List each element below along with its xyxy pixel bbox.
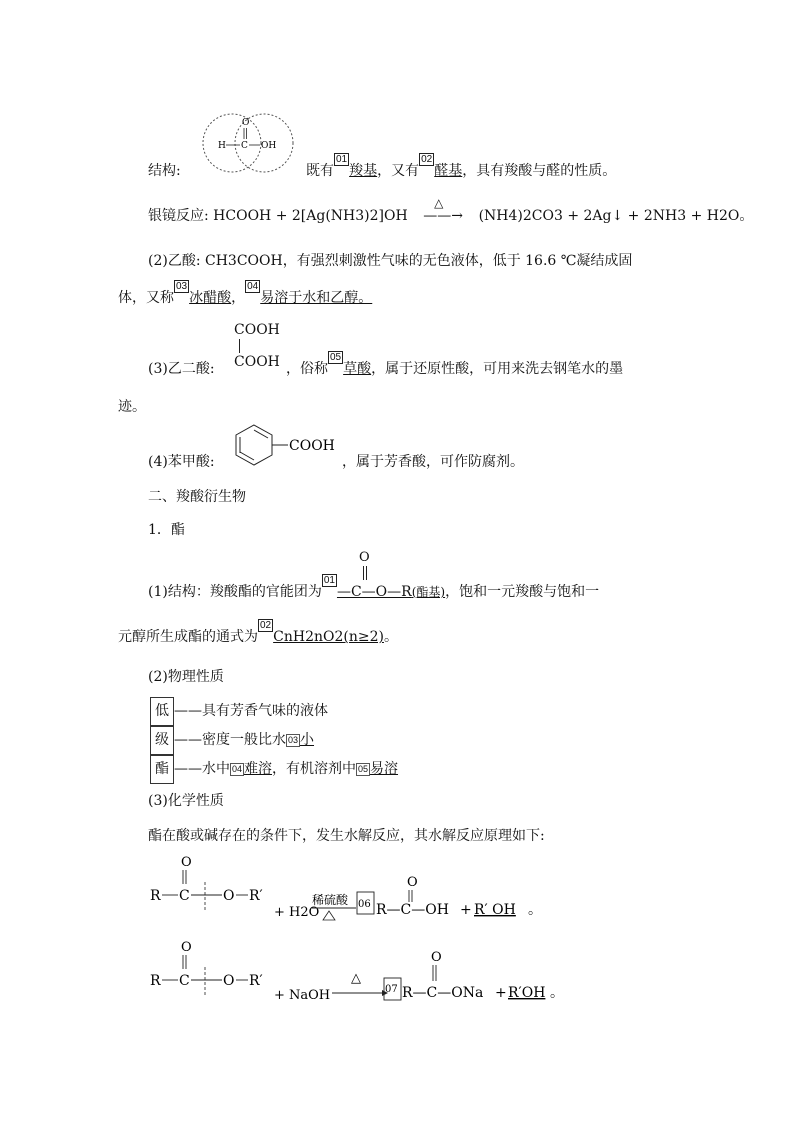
phys-row-1: 低 ——具有芳香气味的液体 bbox=[150, 697, 398, 726]
cooh-bottom: COOH bbox=[234, 354, 280, 370]
cooh-top: COOH bbox=[234, 322, 280, 338]
answer-box-07-label: 07 bbox=[385, 984, 398, 995]
carbonyl-o: O bbox=[181, 940, 192, 955]
end-mark: 。 bbox=[528, 902, 542, 918]
diagram-oh-group: OH bbox=[261, 141, 277, 151]
reaction-arrow: △ ——→ bbox=[412, 206, 474, 226]
heat-triangle bbox=[323, 911, 335, 920]
answer-box-01: 01 bbox=[336, 154, 348, 165]
ether-o: O bbox=[223, 973, 235, 989]
catalyst-label: 稀硫酸 bbox=[312, 893, 349, 907]
silver-products: (NH4)2CO3 + 2Ag↓ + 2NH3 + H2O。 bbox=[478, 208, 754, 224]
benzoic-cooh: COOH bbox=[289, 438, 335, 454]
phys-key: 低 bbox=[150, 697, 174, 726]
r-group: R bbox=[150, 888, 161, 904]
section-heading-carboxylic-derivatives: 二、羧酸衍生物 bbox=[148, 489, 246, 505]
structure-label: 结构: bbox=[148, 163, 181, 179]
answer-box-05: 05 bbox=[330, 352, 342, 363]
plus-water: + H2O bbox=[274, 905, 320, 920]
carbonyl-o: O bbox=[181, 855, 192, 870]
diagram-h-atom: H bbox=[218, 141, 226, 151]
answer-oxalic: 草酸 bbox=[343, 361, 372, 377]
answer-general-formula: CnH2nO2(n≥2) bbox=[273, 629, 384, 645]
ester-functional-group: —C—O—R bbox=[336, 584, 412, 600]
product-carbonyl-o: O bbox=[431, 950, 442, 965]
answer-box-phys-03: 03 bbox=[288, 734, 299, 745]
formic-acid-structure-diagram bbox=[200, 103, 300, 183]
formic-structure-description: 既有01羧基，又有02醛基，具有羧酸与醛的性质。 bbox=[306, 154, 617, 179]
answer-solubility: 易溶于水和乙醇。 bbox=[260, 290, 373, 306]
oxalic-acid-structure bbox=[234, 321, 280, 371]
ester-heading: 1．酯 bbox=[148, 522, 185, 538]
physical-properties-heading: (2)物理性质 bbox=[148, 669, 224, 685]
end-mark: 。 bbox=[550, 985, 564, 1001]
r-prime-group: R′ bbox=[249, 973, 263, 989]
answer-box-06-label: 06 bbox=[358, 899, 371, 910]
product-alcohol: R′ OH bbox=[474, 902, 516, 918]
benzoic-acid-description: ，属于芳香酸，可作防腐剂。 bbox=[342, 454, 524, 470]
plus-sign: + bbox=[495, 985, 507, 1001]
aldehyde-group-circle bbox=[203, 114, 261, 172]
r-prime-group: R′ bbox=[249, 888, 263, 904]
silver-mirror-reaction: 银镜反应: HCOOH + 2[Ag(NH3)2]OH △ ——→ (NH4)2CO3 + 2Ag↓ + 2NH3 + H2O。 bbox=[148, 206, 753, 226]
ester-structure-line: (1)结构：羧酸酯的官能团为01 O —C—O—R(酯基)，饱和一元羧酸与饱和一 bbox=[148, 550, 600, 600]
ester-carbonyl-o: O bbox=[358, 550, 370, 565]
answer-box-ester-02: 02 bbox=[260, 620, 272, 631]
diagram-c-atom: C bbox=[241, 141, 248, 151]
oxalic-acid-prefix: (3)乙二酸: bbox=[148, 361, 215, 377]
answer-box-03: 03 bbox=[176, 281, 188, 292]
answer-box-04: 04 bbox=[247, 281, 259, 292]
carbon-atom: C bbox=[179, 888, 190, 904]
carbon-atom: C bbox=[179, 973, 190, 989]
phys-row-2: 级 ——密度一般比水 03 小 bbox=[150, 726, 398, 755]
answer-glacial-acetic-acid: 冰醋酸 bbox=[189, 290, 232, 306]
heat-symbol: △ bbox=[434, 196, 444, 210]
answer-box-phys-05: 05 bbox=[358, 763, 369, 774]
product-carbonyl-o: O bbox=[407, 875, 418, 890]
product-alcohol: R′OH bbox=[508, 985, 546, 1001]
base-hydrolysis-reaction bbox=[148, 935, 598, 1015]
r-group: R bbox=[150, 973, 161, 989]
oxalic-acid-description: ，俗称05草酸，属于还原性酸，可用来洗去钢笔水的墨 bbox=[286, 352, 624, 377]
product-carboxylic-acid: R—C—OH bbox=[376, 902, 449, 918]
cc-bond bbox=[239, 339, 240, 353]
benzene-ring-structure bbox=[232, 422, 342, 472]
physical-properties-list bbox=[150, 697, 398, 784]
plus-sign: + bbox=[460, 902, 472, 918]
acetic-acid-line2: 体，又称03冰醋酸，04易溶于水和乙醇。 bbox=[118, 281, 373, 306]
answer-box-phys-04: 04 bbox=[232, 763, 243, 774]
answer-box-02: 02 bbox=[421, 154, 433, 165]
phys-row-3: 酯 ——水中 04 难溶，有机溶剂中 05 易溶 bbox=[150, 755, 398, 784]
answer-ester-group: (酯基) bbox=[411, 585, 446, 599]
phys-key: 酯 bbox=[150, 755, 174, 784]
answer-aldehyde: 醛基 bbox=[434, 163, 463, 179]
ester-general-formula-line: 元醇所生成酯的通式为02CnH2nO2(n≥2)。 bbox=[118, 620, 398, 645]
chemical-properties-description: 酯在酸或碱存在的条件下，发生水解反应，其水解反应原理如下: bbox=[148, 828, 545, 844]
benzoic-acid-prefix: (4)苯甲酸: bbox=[148, 454, 215, 470]
ether-o: O bbox=[223, 888, 235, 904]
acid-hydrolysis-reaction bbox=[148, 850, 568, 930]
answer-box-ester-01: 01 bbox=[323, 575, 335, 586]
chemical-properties-heading: (3)化学性质 bbox=[148, 793, 224, 809]
product-sodium-salt: R—C—ONa bbox=[402, 985, 484, 1001]
heat-symbol: △ bbox=[351, 971, 361, 986]
diagram-o-atom: O bbox=[242, 118, 250, 128]
silver-reactants: HCOOH + 2[Ag(NH3)2]OH bbox=[213, 208, 408, 224]
formic-structure-line bbox=[148, 161, 181, 181]
answer-carboxyl: 羧基 bbox=[349, 163, 378, 179]
plus-naoh: + NaOH bbox=[274, 988, 331, 1003]
oxalic-acid-line2: 迹。 bbox=[118, 399, 146, 415]
acetic-acid-line1: (2)乙酸: CH3COOH，有强烈刺激性气味的无色液体，低于 16.6 ℃凝结成固 bbox=[148, 253, 633, 269]
phys-key: 级 bbox=[150, 726, 174, 755]
